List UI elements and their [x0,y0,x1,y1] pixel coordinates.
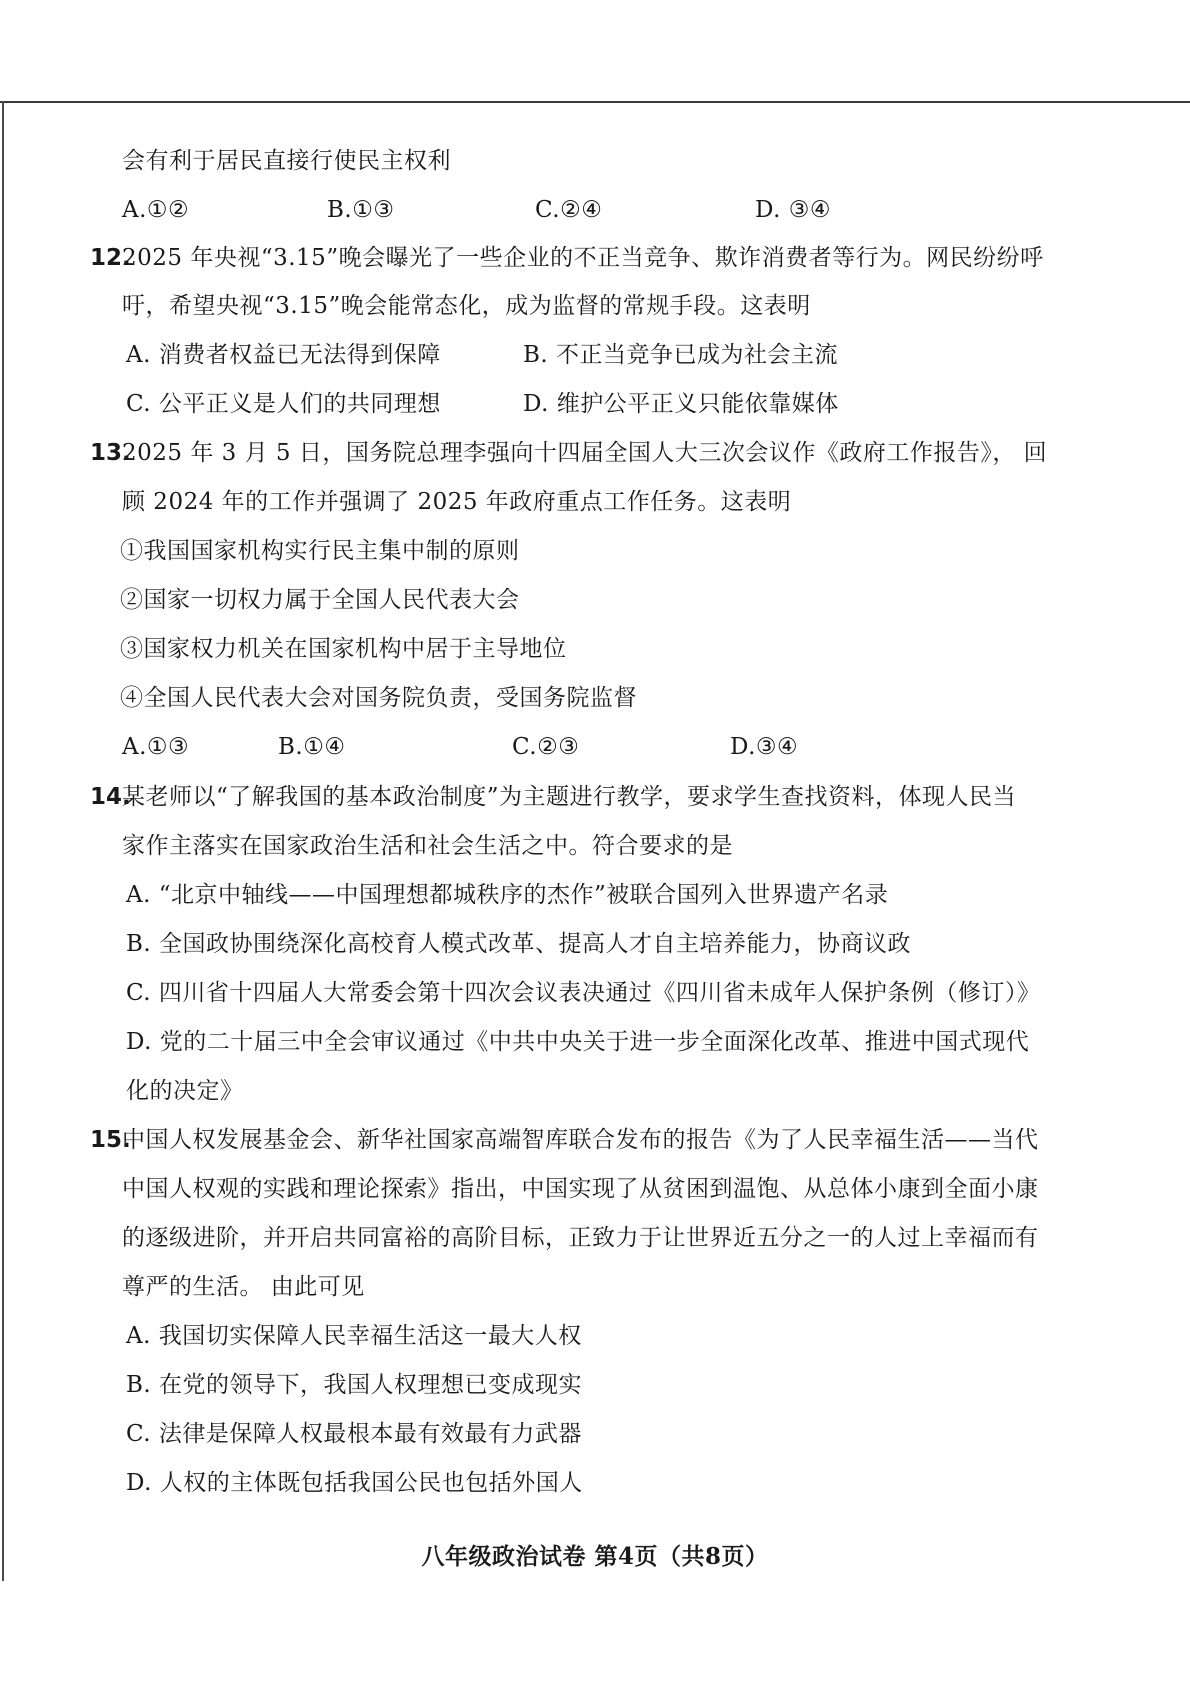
q15-stem-line-4: 尊严的生活。 由此可见 [122,1274,365,1300]
q11-option-d: D. ③④ [755,197,831,223]
q13-option-b: B.①④ [278,734,346,760]
q15-option-b: B. 在党的领导下，我国人权理想已变成现实 [126,1372,583,1398]
q13-stem-line-2: 顾 2024 年的工作并强调了 2025 年政府重点工作任务。这表明 [122,489,792,515]
q15-stem-line-3: 的逐级进阶，并开启共同富裕的高阶目标，正致力于让世界近五分之一的人过上幸福而有 [122,1225,1039,1251]
q11-option-c: C.②④ [535,197,603,223]
q13-stem-line-1: 2025 年 3 月 5 日，国务院总理李强向十四届全国人大三次会议作《政府工作报告》， 回 [122,440,1048,466]
q12-option-b: B. 不正当竞争已成为社会主流 [523,342,839,368]
q13-option-c: C.②③ [512,734,580,760]
q13-option-d: D.③④ [730,734,799,760]
q14-stem-line-1: 某老师以“了解我国的基本政治制度”为主题进行教学，要求学生查找资料，体现人民当 [122,784,1017,810]
q11-option-b: B.①③ [327,197,395,223]
q14-option-a: A. “北京中轴线——中国理想都城秩序的杰作”被联合国列入世界遗产名录 [126,882,889,908]
q14-stem-line-2: 家作主落实在国家政治生活和社会生活之中。符合要求的是 [122,833,733,859]
q12-stem-line-2: 吁，希望央视“3.15”晚会能常态化，成为监督的常规手段。这表明 [122,293,811,319]
q12-option-d: D. 维护公平正义只能依靠媒体 [523,391,839,417]
q14-option-d: D. 党的二十届三中全会审议通过《中共中央关于进一步全面深化改革、推进中国式现代 [126,1029,1030,1055]
q15-option-c: C. 法律是保障人权最根本最有效最有力武器 [126,1421,582,1447]
q13-statement-3: ③国家权力机关在国家机构中居于主导地位 [120,636,567,662]
q12-option-c: C. 公平正义是人们的共同理想 [126,391,441,417]
q12-option-a: A. 消费者权益已无法得到保障 [126,342,441,368]
q12-number: 12. [90,245,131,271]
page-footer: 八年级政治试卷 第4页（共8页） [421,1543,769,1570]
q14-option-d-continued: 化的决定》 [126,1078,244,1104]
q15-option-a: A. 我国切实保障人民幸福生活这一最大人权 [126,1323,582,1349]
q13-statement-4: ④全国人民代表大会对国务院负责，受国务院监督 [120,685,637,711]
q14-number: 14. [90,784,131,810]
q13-statement-2: ②国家一切权力属于全国人民代表大会 [120,587,520,613]
q11-option-a: A.①② [122,197,190,223]
q13-option-a: A.①③ [122,734,190,760]
q12-stem-line-1: 2025 年央视“3.15”晚会曝光了一些企业的不正当竞争、欺诈消费者等行为。网民纷纷呼 [122,245,1044,271]
q14-option-b: B. 全国政协围绕深化高校育人模式改革、提高人才自主培养能力，协商议政 [126,931,912,957]
q15-stem-line-2: 中国人权观的实践和理论探索》指出，中国实现了从贫困到温饱、从总体小康到全面小康 [122,1176,1039,1202]
q14-option-c: C. 四川省十四届人大常委会第十四次会议表决通过《四川省未成年人保护条例（修订）》 [126,980,1041,1006]
q15-stem-line-1: 中国人权发展基金会、新华社国家高端智库联合发布的报告《为了人民幸福生活——当代 [122,1127,1039,1153]
q15-option-d: D. 人权的主体既包括我国公民也包括外国人 [126,1470,583,1496]
q15-number: 15. [90,1127,131,1153]
q11-stem-tail: 会有利于居民直接行使民主权利 [122,148,451,174]
q13-number: 13. [90,440,131,466]
q13-statement-1: ①我国国家机构实行民主集中制的原则 [120,538,520,564]
